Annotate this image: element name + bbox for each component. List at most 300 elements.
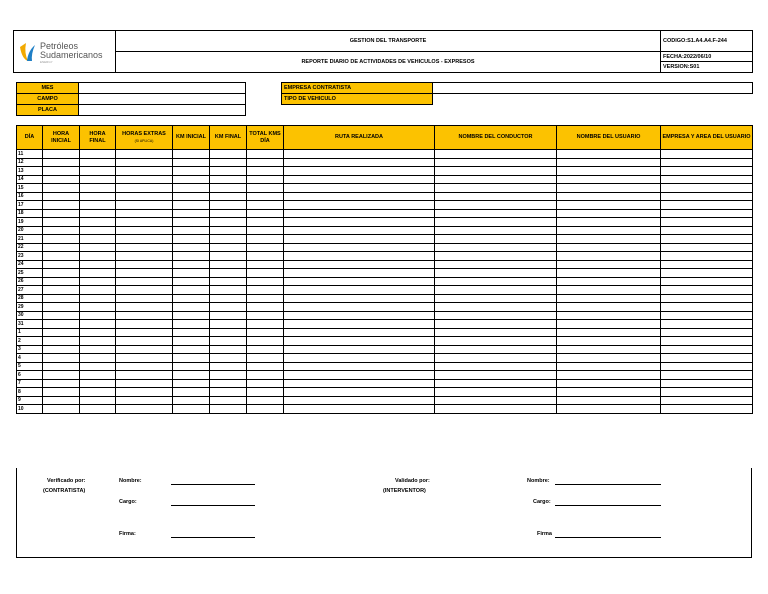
entry-cell[interactable] — [173, 235, 210, 244]
entry-cell[interactable] — [661, 175, 753, 184]
entry-cell[interactable] — [43, 320, 80, 329]
entry-cell[interactable] — [43, 184, 80, 193]
entry-cell[interactable] — [435, 235, 557, 244]
entry-cell[interactable] — [210, 252, 247, 261]
entry-cell[interactable] — [661, 167, 753, 176]
entry-cell[interactable] — [210, 175, 247, 184]
entry-cell[interactable] — [284, 209, 435, 218]
entry-cell[interactable] — [247, 303, 284, 312]
entry-cell[interactable] — [284, 243, 435, 252]
entry-cell[interactable] — [247, 337, 284, 346]
entry-cell[interactable] — [247, 175, 284, 184]
entry-cell[interactable] — [43, 286, 80, 295]
entry-cell[interactable] — [284, 226, 435, 235]
entry-cell[interactable] — [284, 294, 435, 303]
entry-cell[interactable] — [43, 303, 80, 312]
entry-cell[interactable] — [247, 218, 284, 227]
entry-cell[interactable] — [557, 337, 661, 346]
entry-cell[interactable] — [247, 167, 284, 176]
entry-cell[interactable] — [210, 320, 247, 329]
entry-cell[interactable] — [661, 201, 753, 210]
entry-cell[interactable] — [247, 396, 284, 405]
entry-cell[interactable] — [173, 260, 210, 269]
entry-cell[interactable] — [210, 345, 247, 354]
entry-cell[interactable] — [116, 371, 173, 380]
entry-cell[interactable] — [116, 226, 173, 235]
entry-cell[interactable] — [284, 175, 435, 184]
entry-cell[interactable] — [116, 379, 173, 388]
entry-cell[interactable] — [247, 388, 284, 397]
entry-cell[interactable] — [557, 345, 661, 354]
entry-cell[interactable] — [80, 158, 116, 167]
entry-cell[interactable] — [435, 201, 557, 210]
entry-cell[interactable] — [80, 209, 116, 218]
entry-cell[interactable] — [247, 184, 284, 193]
entry-cell[interactable] — [80, 175, 116, 184]
entry-cell[interactable] — [284, 150, 435, 159]
entry-cell[interactable] — [43, 252, 80, 261]
entry-cell[interactable] — [173, 184, 210, 193]
entry-cell[interactable] — [247, 252, 284, 261]
entry-cell[interactable] — [661, 337, 753, 346]
entry-cell[interactable] — [247, 243, 284, 252]
entry-cell[interactable] — [247, 235, 284, 244]
entry-cell[interactable] — [116, 192, 173, 201]
cargo-right-line[interactable] — [555, 505, 661, 506]
entry-cell[interactable] — [557, 243, 661, 252]
entry-cell[interactable] — [43, 167, 80, 176]
entry-cell[interactable] — [557, 192, 661, 201]
entry-cell[interactable] — [210, 235, 247, 244]
entry-cell[interactable] — [435, 371, 557, 380]
firma-left-line[interactable] — [171, 537, 255, 538]
entry-cell[interactable] — [557, 311, 661, 320]
entry-cell[interactable] — [661, 328, 753, 337]
entry-cell[interactable] — [43, 243, 80, 252]
entry-cell[interactable] — [173, 209, 210, 218]
entry-cell[interactable] — [80, 303, 116, 312]
entry-cell[interactable] — [284, 337, 435, 346]
entry-cell[interactable] — [173, 388, 210, 397]
entry-cell[interactable] — [557, 328, 661, 337]
field-mes[interactable] — [79, 83, 246, 94]
entry-cell[interactable] — [116, 218, 173, 227]
entry-cell[interactable] — [661, 184, 753, 193]
entry-cell[interactable] — [557, 362, 661, 371]
entry-cell[interactable] — [247, 371, 284, 380]
entry-cell[interactable] — [435, 379, 557, 388]
entry-cell[interactable] — [435, 286, 557, 295]
entry-cell[interactable] — [661, 226, 753, 235]
entry-cell[interactable] — [43, 328, 80, 337]
entry-cell[interactable] — [661, 303, 753, 312]
entry-cell[interactable] — [210, 260, 247, 269]
entry-cell[interactable] — [173, 150, 210, 159]
entry-cell[interactable] — [247, 320, 284, 329]
entry-cell[interactable] — [247, 158, 284, 167]
entry-cell[interactable] — [43, 354, 80, 363]
entry-cell[interactable] — [435, 260, 557, 269]
entry-cell[interactable] — [284, 371, 435, 380]
entry-cell[interactable] — [173, 201, 210, 210]
entry-cell[interactable] — [43, 379, 80, 388]
entry-cell[interactable] — [43, 260, 80, 269]
entry-cell[interactable] — [80, 167, 116, 176]
entry-cell[interactable] — [116, 201, 173, 210]
entry-cell[interactable] — [557, 150, 661, 159]
entry-cell[interactable] — [116, 337, 173, 346]
entry-cell[interactable] — [210, 158, 247, 167]
entry-cell[interactable] — [173, 354, 210, 363]
entry-cell[interactable] — [210, 269, 247, 278]
entry-cell[interactable] — [210, 396, 247, 405]
entry-cell[interactable] — [210, 328, 247, 337]
entry-cell[interactable] — [435, 294, 557, 303]
entry-cell[interactable] — [43, 209, 80, 218]
entry-cell[interactable] — [557, 379, 661, 388]
entry-cell[interactable] — [557, 167, 661, 176]
entry-cell[interactable] — [661, 192, 753, 201]
entry-cell[interactable] — [661, 260, 753, 269]
entry-cell[interactable] — [435, 320, 557, 329]
entry-cell[interactable] — [661, 158, 753, 167]
entry-cell[interactable] — [80, 226, 116, 235]
entry-cell[interactable] — [247, 226, 284, 235]
entry-cell[interactable] — [435, 388, 557, 397]
entry-cell[interactable] — [435, 226, 557, 235]
entry-cell[interactable] — [43, 345, 80, 354]
entry-cell[interactable] — [80, 396, 116, 405]
entry-cell[interactable] — [284, 405, 435, 414]
entry-cell[interactable] — [173, 362, 210, 371]
entry-cell[interactable] — [661, 218, 753, 227]
entry-cell[interactable] — [80, 320, 116, 329]
entry-cell[interactable] — [557, 226, 661, 235]
entry-cell[interactable] — [557, 218, 661, 227]
entry-cell[interactable] — [435, 311, 557, 320]
entry-cell[interactable] — [173, 294, 210, 303]
entry-cell[interactable] — [435, 354, 557, 363]
entry-cell[interactable] — [80, 269, 116, 278]
entry-cell[interactable] — [247, 277, 284, 286]
entry-cell[interactable] — [435, 218, 557, 227]
entry-cell[interactable] — [247, 294, 284, 303]
entry-cell[interactable] — [284, 158, 435, 167]
entry-cell[interactable] — [210, 150, 247, 159]
entry-cell[interactable] — [284, 252, 435, 261]
entry-cell[interactable] — [210, 167, 247, 176]
entry-cell[interactable] — [43, 175, 80, 184]
entry-cell[interactable] — [284, 328, 435, 337]
entry-cell[interactable] — [284, 286, 435, 295]
entry-cell[interactable] — [435, 303, 557, 312]
entry-cell[interactable] — [661, 277, 753, 286]
nombre-right-line[interactable] — [555, 484, 661, 485]
entry-cell[interactable] — [661, 235, 753, 244]
entry-cell[interactable] — [661, 150, 753, 159]
entry-cell[interactable] — [435, 328, 557, 337]
entry-cell[interactable] — [557, 294, 661, 303]
entry-cell[interactable] — [80, 243, 116, 252]
entry-cell[interactable] — [80, 345, 116, 354]
entry-cell[interactable] — [116, 260, 173, 269]
entry-cell[interactable] — [210, 379, 247, 388]
entry-cell[interactable] — [557, 209, 661, 218]
entry-cell[interactable] — [80, 260, 116, 269]
entry-cell[interactable] — [43, 150, 80, 159]
entry-cell[interactable] — [247, 286, 284, 295]
entry-cell[interactable] — [435, 192, 557, 201]
entry-cell[interactable] — [557, 269, 661, 278]
entry-cell[interactable] — [557, 303, 661, 312]
entry-cell[interactable] — [173, 337, 210, 346]
entry-cell[interactable] — [661, 362, 753, 371]
entry-cell[interactable] — [80, 379, 116, 388]
entry-cell[interactable] — [210, 294, 247, 303]
entry-cell[interactable] — [80, 235, 116, 244]
entry-cell[interactable] — [435, 345, 557, 354]
entry-cell[interactable] — [247, 345, 284, 354]
entry-cell[interactable] — [284, 354, 435, 363]
entry-cell[interactable] — [116, 286, 173, 295]
entry-cell[interactable] — [116, 354, 173, 363]
entry-cell[interactable] — [173, 167, 210, 176]
entry-cell[interactable] — [661, 320, 753, 329]
entry-cell[interactable] — [661, 354, 753, 363]
nombre-left-line[interactable] — [171, 484, 255, 485]
entry-cell[interactable] — [284, 192, 435, 201]
entry-cell[interactable] — [116, 158, 173, 167]
entry-cell[interactable] — [435, 277, 557, 286]
entry-cell[interactable] — [284, 235, 435, 244]
entry-cell[interactable] — [116, 303, 173, 312]
entry-cell[interactable] — [80, 201, 116, 210]
entry-cell[interactable] — [435, 337, 557, 346]
entry-cell[interactable] — [661, 243, 753, 252]
entry-cell[interactable] — [435, 243, 557, 252]
entry-cell[interactable] — [247, 405, 284, 414]
entry-cell[interactable] — [284, 320, 435, 329]
entry-cell[interactable] — [43, 388, 80, 397]
entry-cell[interactable] — [210, 184, 247, 193]
entry-cell[interactable] — [557, 320, 661, 329]
entry-cell[interactable] — [116, 269, 173, 278]
entry-cell[interactable] — [116, 388, 173, 397]
entry-cell[interactable] — [210, 405, 247, 414]
entry-cell[interactable] — [284, 396, 435, 405]
entry-cell[interactable] — [557, 184, 661, 193]
entry-cell[interactable] — [284, 218, 435, 227]
entry-cell[interactable] — [80, 371, 116, 380]
entry-cell[interactable] — [116, 396, 173, 405]
entry-cell[interactable] — [80, 354, 116, 363]
entry-cell[interactable] — [80, 337, 116, 346]
entry-cell[interactable] — [661, 209, 753, 218]
entry-cell[interactable] — [116, 243, 173, 252]
entry-cell[interactable] — [116, 252, 173, 261]
entry-cell[interactable] — [557, 252, 661, 261]
entry-cell[interactable] — [173, 320, 210, 329]
field-placa[interactable] — [79, 105, 246, 116]
entry-cell[interactable] — [173, 311, 210, 320]
entry-cell[interactable] — [80, 388, 116, 397]
entry-cell[interactable] — [43, 311, 80, 320]
entry-cell[interactable] — [435, 184, 557, 193]
entry-cell[interactable] — [173, 252, 210, 261]
entry-cell[interactable] — [210, 243, 247, 252]
entry-cell[interactable] — [661, 286, 753, 295]
entry-cell[interactable] — [116, 405, 173, 414]
entry-cell[interactable] — [210, 209, 247, 218]
entry-cell[interactable] — [661, 388, 753, 397]
entry-cell[interactable] — [661, 405, 753, 414]
entry-cell[interactable] — [116, 328, 173, 337]
entry-cell[interactable] — [173, 226, 210, 235]
entry-cell[interactable] — [173, 328, 210, 337]
entry-cell[interactable] — [661, 371, 753, 380]
entry-cell[interactable] — [210, 311, 247, 320]
entry-cell[interactable] — [284, 201, 435, 210]
entry-cell[interactable] — [116, 235, 173, 244]
entry-cell[interactable] — [116, 150, 173, 159]
entry-cell[interactable] — [210, 286, 247, 295]
entry-cell[interactable] — [435, 158, 557, 167]
entry-cell[interactable] — [116, 209, 173, 218]
entry-cell[interactable] — [557, 354, 661, 363]
entry-cell[interactable] — [80, 277, 116, 286]
entry-cell[interactable] — [210, 354, 247, 363]
entry-cell[interactable] — [80, 311, 116, 320]
entry-cell[interactable] — [435, 362, 557, 371]
entry-cell[interactable] — [557, 158, 661, 167]
entry-cell[interactable] — [80, 150, 116, 159]
entry-cell[interactable] — [661, 252, 753, 261]
entry-cell[interactable] — [557, 396, 661, 405]
entry-cell[interactable] — [43, 362, 80, 371]
entry-cell[interactable] — [173, 345, 210, 354]
entry-cell[interactable] — [43, 201, 80, 210]
entry-cell[interactable] — [80, 294, 116, 303]
entry-cell[interactable] — [80, 286, 116, 295]
entry-cell[interactable] — [284, 311, 435, 320]
entry-cell[interactable] — [80, 218, 116, 227]
entry-cell[interactable] — [173, 158, 210, 167]
entry-cell[interactable] — [210, 226, 247, 235]
entry-cell[interactable] — [247, 354, 284, 363]
entry-cell[interactable] — [661, 294, 753, 303]
entry-cell[interactable] — [435, 396, 557, 405]
entry-cell[interactable] — [557, 388, 661, 397]
entry-cell[interactable] — [173, 396, 210, 405]
entry-cell[interactable] — [557, 201, 661, 210]
entry-cell[interactable] — [247, 192, 284, 201]
entry-cell[interactable] — [173, 286, 210, 295]
entry-cell[interactable] — [173, 371, 210, 380]
entry-cell[interactable] — [210, 277, 247, 286]
entry-cell[interactable] — [116, 184, 173, 193]
entry-cell[interactable] — [435, 167, 557, 176]
entry-cell[interactable] — [247, 362, 284, 371]
entry-cell[interactable] — [661, 396, 753, 405]
entry-cell[interactable] — [173, 269, 210, 278]
entry-cell[interactable] — [80, 192, 116, 201]
entry-cell[interactable] — [210, 218, 247, 227]
entry-cell[interactable] — [80, 184, 116, 193]
entry-cell[interactable] — [557, 405, 661, 414]
entry-cell[interactable] — [173, 192, 210, 201]
entry-cell[interactable] — [661, 345, 753, 354]
entry-cell[interactable] — [43, 396, 80, 405]
entry-cell[interactable] — [43, 405, 80, 414]
entry-cell[interactable] — [116, 167, 173, 176]
entry-cell[interactable] — [435, 405, 557, 414]
entry-cell[interactable] — [284, 260, 435, 269]
entry-cell[interactable] — [116, 311, 173, 320]
entry-cell[interactable] — [80, 252, 116, 261]
entry-cell[interactable] — [284, 303, 435, 312]
entry-cell[interactable] — [173, 379, 210, 388]
entry-cell[interactable] — [247, 311, 284, 320]
entry-cell[interactable] — [435, 150, 557, 159]
cargo-left-line[interactable] — [171, 505, 255, 506]
entry-cell[interactable] — [210, 371, 247, 380]
field-campo[interactable] — [79, 94, 246, 105]
entry-cell[interactable] — [116, 175, 173, 184]
entry-cell[interactable] — [173, 175, 210, 184]
entry-cell[interactable] — [116, 277, 173, 286]
entry-cell[interactable] — [557, 277, 661, 286]
entry-cell[interactable] — [116, 294, 173, 303]
entry-cell[interactable] — [247, 201, 284, 210]
entry-cell[interactable] — [247, 260, 284, 269]
entry-cell[interactable] — [435, 209, 557, 218]
entry-cell[interactable] — [43, 269, 80, 278]
entry-cell[interactable] — [557, 371, 661, 380]
entry-cell[interactable] — [557, 286, 661, 295]
entry-cell[interactable] — [284, 269, 435, 278]
entry-cell[interactable] — [557, 175, 661, 184]
entry-cell[interactable] — [43, 226, 80, 235]
entry-cell[interactable] — [557, 235, 661, 244]
entry-cell[interactable] — [210, 201, 247, 210]
entry-cell[interactable] — [435, 269, 557, 278]
entry-cell[interactable] — [435, 252, 557, 261]
entry-cell[interactable] — [210, 192, 247, 201]
entry-cell[interactable] — [43, 218, 80, 227]
entry-cell[interactable] — [43, 277, 80, 286]
entry-cell[interactable] — [284, 379, 435, 388]
entry-cell[interactable] — [435, 175, 557, 184]
entry-cell[interactable] — [210, 388, 247, 397]
entry-cell[interactable] — [43, 371, 80, 380]
entry-cell[interactable] — [210, 362, 247, 371]
entry-cell[interactable] — [80, 362, 116, 371]
entry-cell[interactable] — [247, 379, 284, 388]
entry-cell[interactable] — [43, 337, 80, 346]
entry-cell[interactable] — [43, 235, 80, 244]
entry-cell[interactable] — [80, 405, 116, 414]
entry-cell[interactable] — [116, 345, 173, 354]
entry-cell[interactable] — [173, 243, 210, 252]
entry-cell[interactable] — [284, 184, 435, 193]
entry-cell[interactable] — [661, 269, 753, 278]
entry-cell[interactable] — [116, 362, 173, 371]
entry-cell[interactable] — [284, 277, 435, 286]
entry-cell[interactable] — [210, 337, 247, 346]
entry-cell[interactable] — [43, 294, 80, 303]
entry-cell[interactable] — [116, 320, 173, 329]
entry-cell[interactable] — [247, 269, 284, 278]
